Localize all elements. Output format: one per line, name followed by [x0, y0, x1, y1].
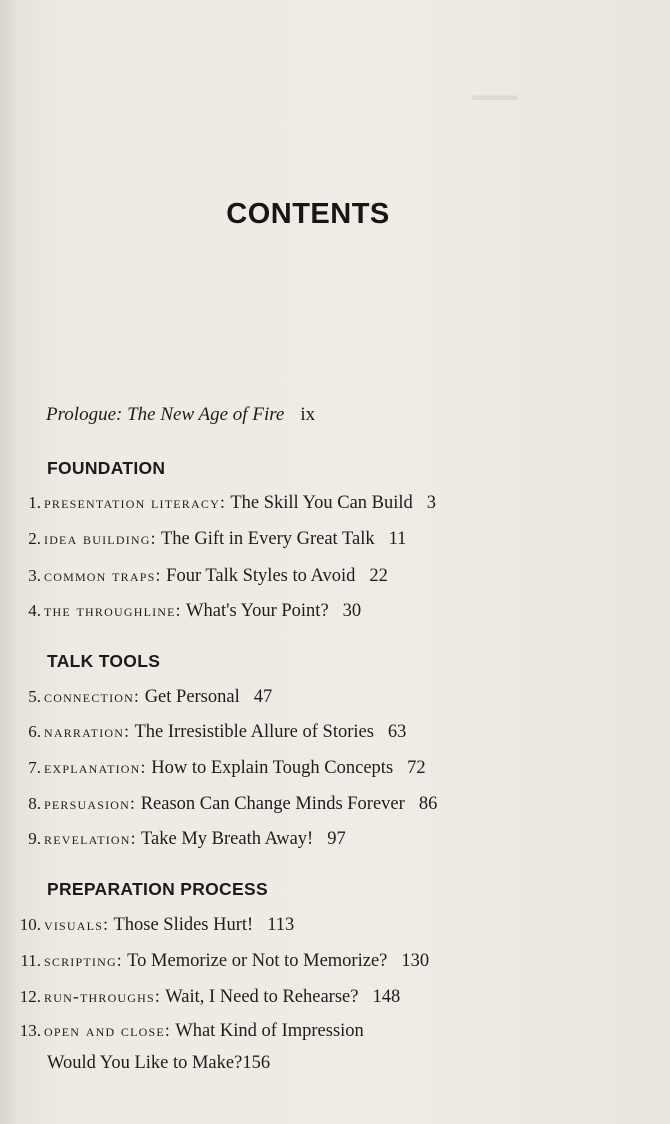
- bleed-through: ▬▬▬: [472, 88, 517, 104]
- chapter-page: 3: [426, 493, 437, 513]
- chapter-keyword: connection:: [44, 686, 141, 706]
- chapter-title: The Skill You Can Build: [230, 493, 413, 513]
- chapter-number: 3.: [28, 566, 41, 585]
- section-heading-preparation-process: PREPARATION PROCESS: [47, 879, 268, 899]
- chapter-keyword: scripting:: [44, 950, 123, 970]
- chapter-page: 130: [401, 951, 430, 971]
- chapter-title: Reason Can Change Minds Forever: [140, 794, 405, 814]
- chapter-number: 13.: [19, 1021, 41, 1040]
- chapter-title: How to Explain Tough Concepts: [151, 758, 394, 778]
- chapter-number: 4.: [28, 601, 41, 620]
- chapter-page: 148: [372, 987, 401, 1007]
- chapter-number: 2.: [28, 529, 41, 548]
- chapter-number: 10.: [19, 915, 41, 934]
- prologue-page: ix: [300, 404, 316, 425]
- toc-entry: [0, 686, 272, 708]
- toc-entry: [0, 1020, 364, 1042]
- chapter-number: 5.: [28, 687, 41, 706]
- chapter-number: 8.: [28, 794, 41, 813]
- chapter-keyword: run-throughs:: [44, 986, 161, 1006]
- chapter-number: 1.: [28, 493, 41, 512]
- prologue-entry: [46, 404, 315, 426]
- chapter-title: Those Slides Hurt!: [113, 915, 254, 935]
- chapter-keyword: explanation:: [44, 757, 147, 777]
- chapter-page: 30: [342, 601, 362, 621]
- toc-entry: [0, 528, 406, 550]
- chapter-keyword: open and close:: [44, 1020, 171, 1040]
- chapter-title-line2: Would You Like to Make?: [47, 1053, 243, 1073]
- section-heading-foundation: FOUNDATION: [47, 458, 166, 478]
- chapter-title: The Irresistible Allure of Stories: [134, 722, 374, 742]
- chapter-keyword: narration:: [44, 721, 131, 741]
- chapter-page: 156: [242, 1053, 271, 1073]
- chapter-title: Four Talk Styles to Avoid: [166, 566, 356, 586]
- toc-entry: [0, 565, 388, 587]
- chapter-title: Get Personal: [144, 687, 240, 707]
- chapter-page: 113: [267, 915, 295, 935]
- chapter-title: Wait, I Need to Rehearse?: [165, 987, 359, 1007]
- chapter-number: 12.: [19, 987, 41, 1006]
- chapter-number: 6.: [28, 722, 41, 741]
- prologue-title: Prologue: The New Age of Fire: [46, 404, 285, 425]
- chapter-number: 7.: [28, 758, 41, 777]
- chapter-keyword: common traps:: [44, 565, 162, 585]
- chapter-page: 22: [369, 566, 388, 586]
- chapter-keyword: presentation literacy:: [44, 492, 227, 512]
- chapter-keyword: revelation:: [44, 828, 137, 848]
- chapter-keyword: persuasion:: [44, 793, 137, 813]
- chapter-page: 97: [327, 829, 346, 849]
- chapter-number: 11.: [20, 951, 41, 970]
- chapter-keyword: idea building:: [44, 528, 157, 548]
- chapter-page: 11: [388, 529, 407, 549]
- chapter-page: 86: [418, 794, 438, 814]
- toc-entry: [0, 793, 437, 815]
- toc-entry-continuation: [47, 1053, 270, 1074]
- chapter-title: What Kind of Impression: [175, 1021, 364, 1041]
- chapter-title: The Gift in Every Great Talk: [160, 529, 375, 549]
- chapter-page: 72: [407, 758, 426, 778]
- toc-entry: [0, 950, 429, 972]
- chapter-page: 63: [387, 722, 407, 742]
- toc-entry: [0, 828, 346, 850]
- toc-entry: [0, 600, 361, 622]
- chapter-title: What's Your Point?: [186, 601, 329, 621]
- toc-entry: [0, 492, 436, 514]
- page-title: CONTENTS: [226, 198, 390, 230]
- chapter-number: 9.: [28, 829, 41, 848]
- toc-entry: [0, 757, 426, 779]
- chapter-page: 47: [253, 687, 273, 707]
- toc-entry: [0, 914, 294, 936]
- chapter-title: Take My Breath Away!: [141, 829, 314, 849]
- toc-entry: [0, 721, 406, 743]
- chapter-keyword: the throughline:: [44, 600, 182, 620]
- chapter-keyword: visuals:: [44, 914, 110, 934]
- toc-entry: [0, 986, 400, 1008]
- section-heading-talk-tools: TALK TOOLS: [47, 651, 161, 671]
- chapter-title: To Memorize or Not to Memorize?: [127, 951, 388, 971]
